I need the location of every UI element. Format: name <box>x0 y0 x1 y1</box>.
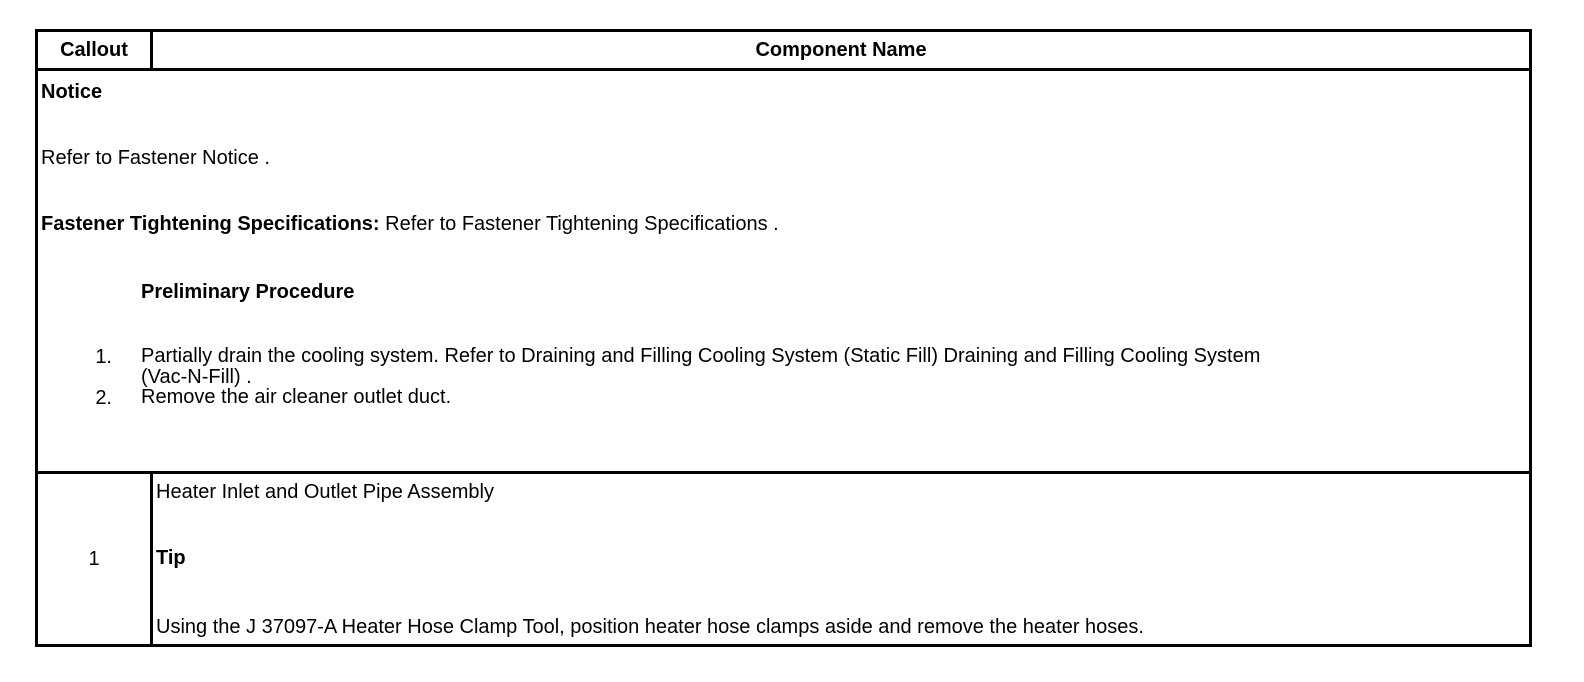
step-number: 1. <box>95 346 112 368</box>
notice-row <box>37 70 1531 473</box>
table-row <box>37 473 1531 646</box>
table-header-row <box>37 31 1531 70</box>
component-name: Heater Inlet and Outlet Pipe Assembly <box>156 481 494 503</box>
step-text-continuation: (Vac-N-Fill) . <box>141 366 252 388</box>
tip-label: Tip <box>156 547 186 569</box>
callout-number: 1 <box>37 473 152 646</box>
callout-column-header: Callout <box>37 31 152 70</box>
notice-heading: Notice <box>41 81 103 103</box>
component-cell <box>152 473 1531 646</box>
procedure-table <box>35 29 1532 647</box>
tightening-spec-line <box>41 213 779 236</box>
step-text: Partially drain the cooling system. Refer to Draining and Filling Cooling System (Static Fill) Draining and Filling Cooling System <box>141 345 1261 367</box>
tip-text: Using the J 37097-A Heater Hose Clamp Tool, position heater hose clamps aside and remove the heater hoses. <box>156 616 1144 638</box>
component-name-column-header: Component Name <box>152 31 1531 70</box>
fastener-notice-text: Refer to Fastener Notice . <box>41 147 270 169</box>
tightening-spec-label: Fastener Tightening Specifications: <box>41 213 380 235</box>
step-text: Remove the air cleaner outlet duct. <box>141 386 452 408</box>
tightening-spec-text: Refer to Fastener Tightening Specifications . <box>379 213 779 235</box>
preliminary-procedure-heading: Preliminary Procedure <box>141 281 355 303</box>
step-number: 2. <box>95 387 112 409</box>
notice-cell <box>37 70 1531 473</box>
